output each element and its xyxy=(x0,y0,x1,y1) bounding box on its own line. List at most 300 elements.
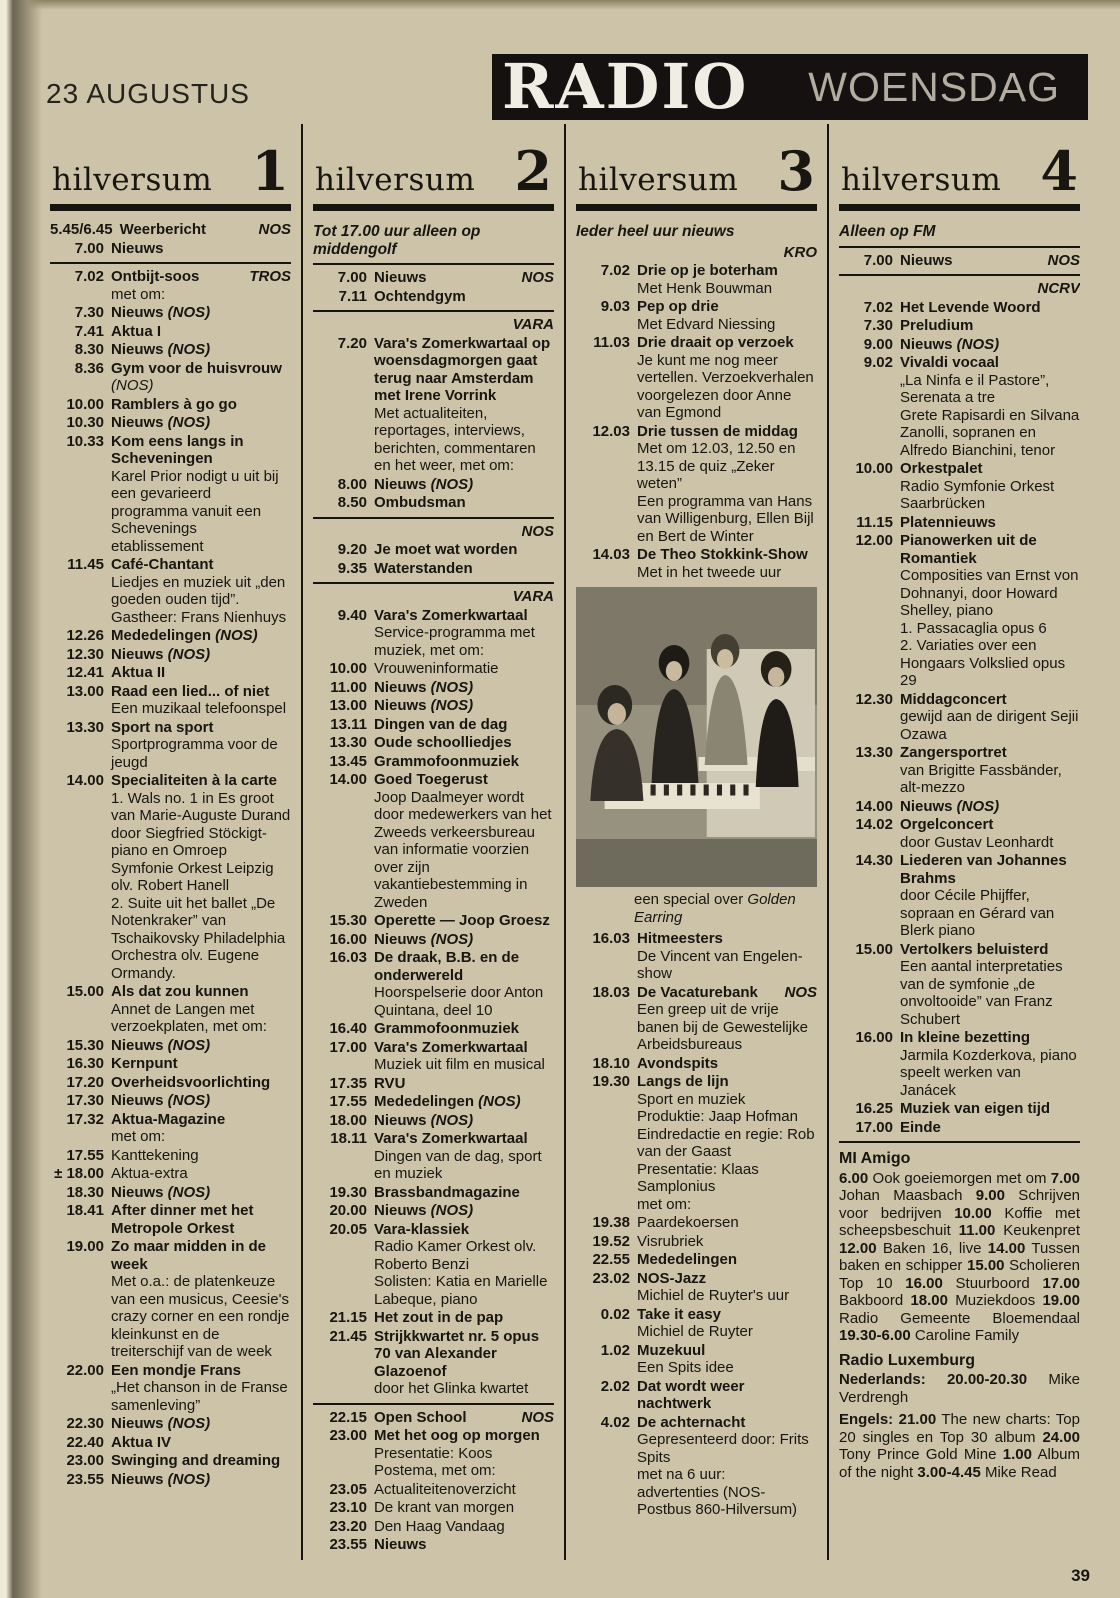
program-title: Hitmeesters xyxy=(637,930,723,947)
program-title: Nieuws xyxy=(374,930,427,948)
program-entry xyxy=(50,1055,291,1073)
program-body xyxy=(367,560,554,578)
program-title-line xyxy=(637,1251,817,1269)
column-hilversum-4 xyxy=(827,124,1090,1560)
program-title-line xyxy=(374,1020,554,1038)
program-body xyxy=(893,1100,1080,1118)
program-title: Kernpunt xyxy=(111,1055,178,1072)
program-time: 17.35 xyxy=(329,1074,367,1092)
program-time: 1.02 xyxy=(600,1341,630,1359)
program-time: 9.35 xyxy=(337,559,367,577)
program-body xyxy=(367,753,554,771)
program-entry xyxy=(313,660,554,678)
nos-suffix: (NOS) xyxy=(426,930,474,948)
program-entry xyxy=(313,1075,554,1093)
flow-time: 24.00 xyxy=(1042,1428,1080,1446)
program-title: Liederen van Johannes Brahms xyxy=(900,852,1067,887)
program-body xyxy=(893,941,1080,1029)
program-time: 23.00 xyxy=(66,1452,104,1469)
program-entry xyxy=(50,556,291,626)
program-entry xyxy=(576,1270,817,1305)
program-title-line xyxy=(111,268,291,286)
program-title-line xyxy=(637,1378,817,1413)
program-entry xyxy=(313,1536,554,1554)
program-time: 17.00 xyxy=(329,1038,367,1056)
program-entry xyxy=(313,912,554,930)
program-time: 14.00 xyxy=(329,771,367,788)
program-title-line xyxy=(900,816,1080,834)
program-time: 20.05 xyxy=(329,1220,367,1238)
program-body xyxy=(104,1055,291,1073)
program-title-line xyxy=(111,1165,291,1183)
nos-suffix: (NOS) xyxy=(426,1202,474,1219)
program-title-line xyxy=(111,1202,291,1237)
flow-time: 21.00 xyxy=(898,1411,937,1428)
program-description: Joop Daalmeyer wordt door medewerkers van het Zweeds verkeersbureau van informatie voorzien over zijn vakantiebestemming in Zweden xyxy=(374,788,552,911)
program-time: 7.30 xyxy=(863,317,893,334)
program-title-line xyxy=(374,288,554,306)
program-body xyxy=(630,1414,817,1519)
program-title: Nieuws xyxy=(111,1183,164,1201)
program-title-line xyxy=(637,262,817,280)
program-time: 18.00 xyxy=(329,1111,367,1129)
flow-text: Bakboord xyxy=(839,1292,911,1309)
program-title-line xyxy=(374,1112,554,1130)
program-description: met om: xyxy=(111,285,166,303)
program-time: 12.00 xyxy=(855,532,893,549)
photo-block xyxy=(576,587,817,926)
program-title-line xyxy=(374,660,554,678)
program-body xyxy=(104,360,291,395)
program-description: Presentatie: Koos Postema, met om: xyxy=(374,1444,496,1479)
program-description: Met Edvard Niessing xyxy=(637,315,776,333)
flow-text: The new charts: Top 20 singles en Top 30 album xyxy=(839,1411,1080,1446)
program-description: Presentatie: Klaas Samplonius xyxy=(637,1160,759,1195)
program-entry xyxy=(50,1074,291,1092)
program-body xyxy=(630,1214,817,1232)
program-entry xyxy=(50,1238,291,1361)
program-time: 23.00 xyxy=(329,1427,367,1444)
program-description: Met Henk Bouwman xyxy=(637,279,773,297)
program-description: 1. Passacaglia opus 6 xyxy=(900,619,1047,637)
flow-time: 14.00 xyxy=(987,1239,1026,1257)
flow-text: Muziekdoos xyxy=(947,1292,1043,1309)
program-title-line xyxy=(374,541,554,559)
program-body xyxy=(367,288,554,306)
program-title-line xyxy=(111,1184,291,1202)
program-title-line xyxy=(374,1328,554,1381)
program-title-line xyxy=(637,546,817,564)
program-entry xyxy=(50,719,291,772)
program-title: Je moet wat worden xyxy=(374,541,518,558)
program-time: 10.33 xyxy=(66,432,104,450)
flow-text: Stuurboord xyxy=(942,1274,1043,1292)
flow-text: Koffie met scheepsbeschuit xyxy=(839,1204,1080,1239)
program-body xyxy=(367,1130,554,1183)
section-divider xyxy=(313,1403,554,1405)
program-time: 8.00 xyxy=(337,475,367,493)
program-entry xyxy=(839,317,1080,335)
program-title-line xyxy=(374,734,554,752)
program-body xyxy=(104,1415,291,1433)
program-body xyxy=(630,1073,817,1213)
program-columns xyxy=(40,124,1090,1560)
program-time: 10.00 xyxy=(66,395,104,413)
program-title-line xyxy=(374,1518,554,1536)
nos-suffix: (NOS) xyxy=(211,627,258,644)
program-entry xyxy=(50,304,291,322)
program-title: Langs de lijn xyxy=(637,1073,729,1090)
program-description: met na 6 uur: xyxy=(637,1466,726,1483)
program-title-line xyxy=(374,1427,554,1445)
flow-text: Mike Verdrengh xyxy=(839,1371,1080,1406)
program-time: 2.02 xyxy=(600,1377,630,1395)
program-title: Mededelingen xyxy=(374,1093,475,1110)
nos-suffix: (NOS) xyxy=(163,1415,211,1432)
program-description: gewijd aan de dirigent Sejii Ozawa xyxy=(900,708,1079,743)
program-body xyxy=(367,1499,554,1517)
flow-time: 16.00 xyxy=(905,1274,943,1292)
program-entry xyxy=(50,396,291,414)
program-entry xyxy=(313,949,554,1019)
program-description: 1. Wals no. 1 in Es groot van Marie-Auguste Durand door Siegfried Stöckigt-piano en Omroep Symfonie Orkest Leipzig olv. Robert Hanell xyxy=(111,789,291,894)
program-entry xyxy=(50,268,291,303)
program-description: Je kunt me nog meer vertellen. Verzoekverhalen voorgelezen door Anne van Egmond xyxy=(637,351,814,421)
flow-text: Baken 16, live xyxy=(876,1239,988,1257)
program-entry xyxy=(576,1251,817,1269)
program-title: NOS-Jazz xyxy=(637,1269,707,1287)
column-header xyxy=(50,124,291,211)
program-body xyxy=(367,771,554,911)
program-body xyxy=(367,660,554,678)
broadcaster-label: VARA xyxy=(512,588,554,605)
program-title-line xyxy=(111,772,291,790)
program-title: Preludium xyxy=(900,317,974,334)
program-entry xyxy=(50,323,291,341)
program-entry xyxy=(839,514,1080,532)
program-body xyxy=(104,1202,291,1237)
program-body xyxy=(893,252,1080,270)
program-entry xyxy=(576,1214,817,1232)
program-title: Swinging and dreaming xyxy=(111,1452,281,1469)
program-body xyxy=(630,1055,817,1073)
program-entry xyxy=(576,1055,817,1073)
program-title-line xyxy=(374,771,554,789)
program-entry xyxy=(50,1111,291,1146)
program-description: Radio Kamer Orkest olv. Roberto Benzi xyxy=(374,1238,537,1273)
program-title: Drie tussen de middag xyxy=(637,422,798,440)
network-label: NOS xyxy=(521,269,554,286)
program-body xyxy=(630,546,817,581)
program-entry xyxy=(50,1471,291,1489)
program-title: Aktua I xyxy=(111,322,162,340)
program-entry xyxy=(313,1093,554,1111)
program-title-line xyxy=(637,1214,817,1232)
column-body xyxy=(576,211,817,1560)
program-title: Vrouweninformatie xyxy=(374,660,499,677)
program-body xyxy=(893,460,1080,513)
program-title: Mededelingen xyxy=(111,627,212,644)
program-time: 23.20 xyxy=(329,1517,367,1535)
program-time: 14.30 xyxy=(855,852,893,869)
program-entry xyxy=(576,1233,817,1251)
golden-earring-photo xyxy=(576,587,817,887)
program-description: 2. Suite uit het ballet „De Notenkraker” van Tschaikovsky Philadelphia Orchestra olv. Eugene Ormandy. xyxy=(111,894,286,982)
program-body xyxy=(893,317,1080,335)
nos-suffix: (NOS) xyxy=(163,1470,211,1488)
program-title-line xyxy=(637,334,817,352)
program-body xyxy=(104,627,291,645)
program-title-line xyxy=(900,336,1080,354)
program-body xyxy=(104,646,291,664)
program-title-line xyxy=(111,240,291,258)
program-title-line xyxy=(900,532,1080,567)
program-title: Nieuws xyxy=(111,1092,164,1109)
program-title: Orgelconcert xyxy=(900,816,994,833)
program-time: 13.45 xyxy=(329,752,367,770)
program-title-line xyxy=(374,1481,554,1499)
column-intro-note: Ieder heel uur nieuws xyxy=(576,223,735,240)
program-title-line xyxy=(111,304,291,322)
program-body xyxy=(367,679,554,697)
station-name: hilversum xyxy=(578,162,739,198)
program-time: 8.36 xyxy=(74,359,104,377)
program-time: 21.45 xyxy=(329,1327,367,1345)
program-entry xyxy=(313,1020,554,1038)
program-title: Kanttekening xyxy=(111,1146,199,1164)
photo-caption-text: een special over xyxy=(634,891,748,908)
program-entry xyxy=(839,691,1080,744)
program-title-line xyxy=(111,627,291,645)
program-title-line xyxy=(111,1238,291,1273)
program-body xyxy=(104,414,291,432)
program-title: Specialiteiten à la carte xyxy=(111,772,277,789)
program-time: 11.00 xyxy=(330,678,367,696)
program-title-line xyxy=(637,1233,817,1251)
program-time: 16.30 xyxy=(66,1055,104,1072)
flow-text: Album of the night xyxy=(839,1446,1080,1481)
program-title: Vivaldi vocaal xyxy=(900,354,999,371)
program-title-line xyxy=(637,298,817,316)
program-time: 7.00 xyxy=(74,239,104,257)
program-title: Drie op je boterham xyxy=(637,262,778,279)
program-entry xyxy=(576,298,817,333)
program-title-line xyxy=(637,1270,817,1288)
program-title: Einde xyxy=(900,1118,941,1136)
program-title: Pianowerken uit de Romantiek xyxy=(900,532,1037,567)
program-title: Pep op drie xyxy=(637,298,719,315)
program-title: Actualiteitenoverzicht xyxy=(374,1480,516,1498)
program-entry xyxy=(576,1342,817,1377)
program-title: Nieuws xyxy=(900,251,953,269)
program-title: Nieuws xyxy=(900,335,953,353)
program-title-line xyxy=(374,1536,554,1554)
program-entry xyxy=(839,299,1080,317)
program-title-line xyxy=(900,744,1080,762)
program-time: 10.00 xyxy=(855,460,893,477)
flow-time: 12.00 xyxy=(839,1239,877,1257)
section-divider xyxy=(50,262,291,264)
program-time: 19.52 xyxy=(592,1232,630,1250)
program-time: 5.45/6.45 xyxy=(50,221,113,238)
flow-time: 19.30-6.00 xyxy=(839,1327,911,1344)
program-body xyxy=(630,423,817,546)
program-body xyxy=(104,304,291,322)
program-entry xyxy=(313,1328,554,1398)
section-divider xyxy=(839,274,1080,276)
program-time: 14.03 xyxy=(592,546,630,563)
program-title: Nieuws xyxy=(374,475,427,493)
program-title-line xyxy=(374,1221,554,1239)
program-title: Mededelingen xyxy=(637,1251,738,1268)
program-title-line xyxy=(374,494,554,512)
page-top-edge xyxy=(0,0,1120,10)
program-title-line xyxy=(374,931,554,949)
program-body xyxy=(367,335,554,475)
nos-suffix: (NOS) xyxy=(426,697,474,714)
program-time: 7.20 xyxy=(337,334,367,352)
program-body xyxy=(367,1202,554,1220)
program-title-line xyxy=(374,1130,554,1148)
program-title: Weerbericht xyxy=(119,221,206,238)
program-title: Met het oog op morgen xyxy=(374,1427,540,1444)
program-title-line xyxy=(900,299,1080,317)
section-divider xyxy=(839,246,1080,248)
program-description: Een aantal interpretaties van de symfonie „de onvoltooide” van Franz Schubert xyxy=(900,958,1063,1028)
block-header: MI Amigo xyxy=(839,1150,911,1167)
program-title: Sport na sport xyxy=(111,718,214,736)
program-title: Take it easy xyxy=(637,1305,721,1323)
program-time: 13.00 xyxy=(66,682,104,700)
program-time: 18.30 xyxy=(66,1183,104,1201)
program-time: 16.40 xyxy=(329,1020,367,1037)
program-body xyxy=(104,719,291,772)
program-title-line xyxy=(637,930,817,948)
program-time: 22.30 xyxy=(66,1415,104,1432)
program-entry xyxy=(839,816,1080,851)
block-header: Radio Luxemburg xyxy=(839,1351,976,1369)
program-title: Als dat zou kunnen xyxy=(111,983,249,1000)
program-title-line xyxy=(111,1074,291,1092)
program-title-line xyxy=(900,1119,1080,1137)
program-title: Het zout in de pap xyxy=(374,1309,504,1326)
program-entry xyxy=(576,1306,817,1341)
program-title-line xyxy=(374,716,554,734)
program-body xyxy=(893,299,1080,317)
program-time: 20.00 xyxy=(329,1202,367,1219)
program-body xyxy=(893,532,1080,690)
program-description: Een muzikaal telefoonspel xyxy=(111,700,287,717)
program-entry xyxy=(313,560,554,578)
program-title: De achternacht xyxy=(637,1413,746,1431)
program-title: De Theo Stokkink-Show xyxy=(637,546,808,563)
program-title-line xyxy=(374,753,554,771)
program-title: Ochtendgym xyxy=(374,287,466,305)
program-title-line xyxy=(111,1434,291,1452)
program-title-line xyxy=(900,1100,1080,1118)
section-divider xyxy=(839,1141,1080,1143)
program-title: Muzekuul xyxy=(637,1341,706,1359)
program-description: Gepresenteerd door: Frits Spits xyxy=(637,1431,809,1466)
program-title: Aktua-extra xyxy=(111,1165,188,1182)
program-title-line xyxy=(111,664,291,682)
program-time: 18.41 xyxy=(66,1202,104,1219)
program-entry xyxy=(313,1130,554,1183)
program-description: door Gustav Leonhardt xyxy=(900,833,1054,851)
flow-text: Schrijven voor bedrijven xyxy=(839,1187,1080,1222)
program-body xyxy=(104,396,291,414)
network-label: NOS xyxy=(521,1408,554,1426)
flow-text: Keukenpret xyxy=(995,1222,1080,1239)
program-title-line xyxy=(374,1039,554,1057)
program-body xyxy=(104,433,291,556)
nos-suffix: (NOS) xyxy=(163,1183,211,1201)
flow-text: Caroline Family xyxy=(910,1327,1020,1344)
program-description: 2. Variaties over een Hongaars Volkslied opus 29 xyxy=(900,637,1066,689)
flow-text: Johan Maasbach xyxy=(839,1187,976,1204)
program-description: Liedjes en muziek uit „den goeden ouden tijd”. Gastheer: Frans Nienhuys xyxy=(111,573,287,626)
weekday-label: WOENSDAG xyxy=(808,63,1060,110)
program-body xyxy=(367,734,554,752)
photo-caption xyxy=(576,891,817,926)
program-entry xyxy=(50,1452,291,1470)
program-entry xyxy=(313,679,554,697)
column-body xyxy=(839,211,1080,1560)
program-time: 7.02 xyxy=(74,268,104,285)
program-body xyxy=(104,240,291,258)
program-body xyxy=(367,1039,554,1074)
program-time: 14.00 xyxy=(66,772,104,789)
program-title: Oude schoolliedjes xyxy=(374,734,512,751)
nos-suffix: (NOS) xyxy=(163,1092,211,1109)
program-description: Een Spits idee xyxy=(637,1359,734,1376)
column-intro-note: Alleen op FM xyxy=(839,223,936,240)
program-time: 23.10 xyxy=(329,1499,367,1516)
program-title-line xyxy=(111,683,291,701)
program-title-line xyxy=(111,341,291,359)
program-body xyxy=(367,1536,554,1554)
program-entry xyxy=(313,269,554,287)
program-title: Het Levende Woord xyxy=(900,298,1041,316)
program-description: Met o.a.: de platenkeuze van een musicus, Ceesie's crazy corner en een rondje kleinkunst en de treiterschijf van de week xyxy=(111,1273,290,1360)
program-entry xyxy=(839,460,1080,513)
program-entry xyxy=(50,1415,291,1433)
page-number: 39 xyxy=(1071,1566,1090,1585)
program-time: 13.30 xyxy=(329,734,367,751)
program-title: Nieuws xyxy=(111,645,164,663)
program-title-line xyxy=(111,1111,291,1129)
program-time: 7.02 xyxy=(600,262,630,279)
program-entry xyxy=(313,541,554,559)
program-body xyxy=(630,262,817,297)
program-entry xyxy=(313,1481,554,1499)
nos-suffix: (NOS) xyxy=(952,335,1000,353)
program-body xyxy=(367,716,554,734)
program-time: 7.00 xyxy=(337,269,367,286)
flow-paragraph xyxy=(839,1371,1080,1406)
program-entry xyxy=(576,984,817,1054)
broadcaster-label: NCRV xyxy=(1037,280,1080,297)
program-body xyxy=(104,1362,291,1415)
program-title: Nieuws xyxy=(111,1036,164,1054)
program-body xyxy=(104,323,291,341)
program-entry xyxy=(50,683,291,718)
program-body xyxy=(893,1119,1080,1137)
program-title: Vara's Zomerkwartaal xyxy=(374,1038,528,1056)
flow-paragraph xyxy=(839,1411,1080,1481)
flow-lead-label: Nederlands: xyxy=(839,1371,947,1388)
program-body xyxy=(893,1029,1080,1099)
